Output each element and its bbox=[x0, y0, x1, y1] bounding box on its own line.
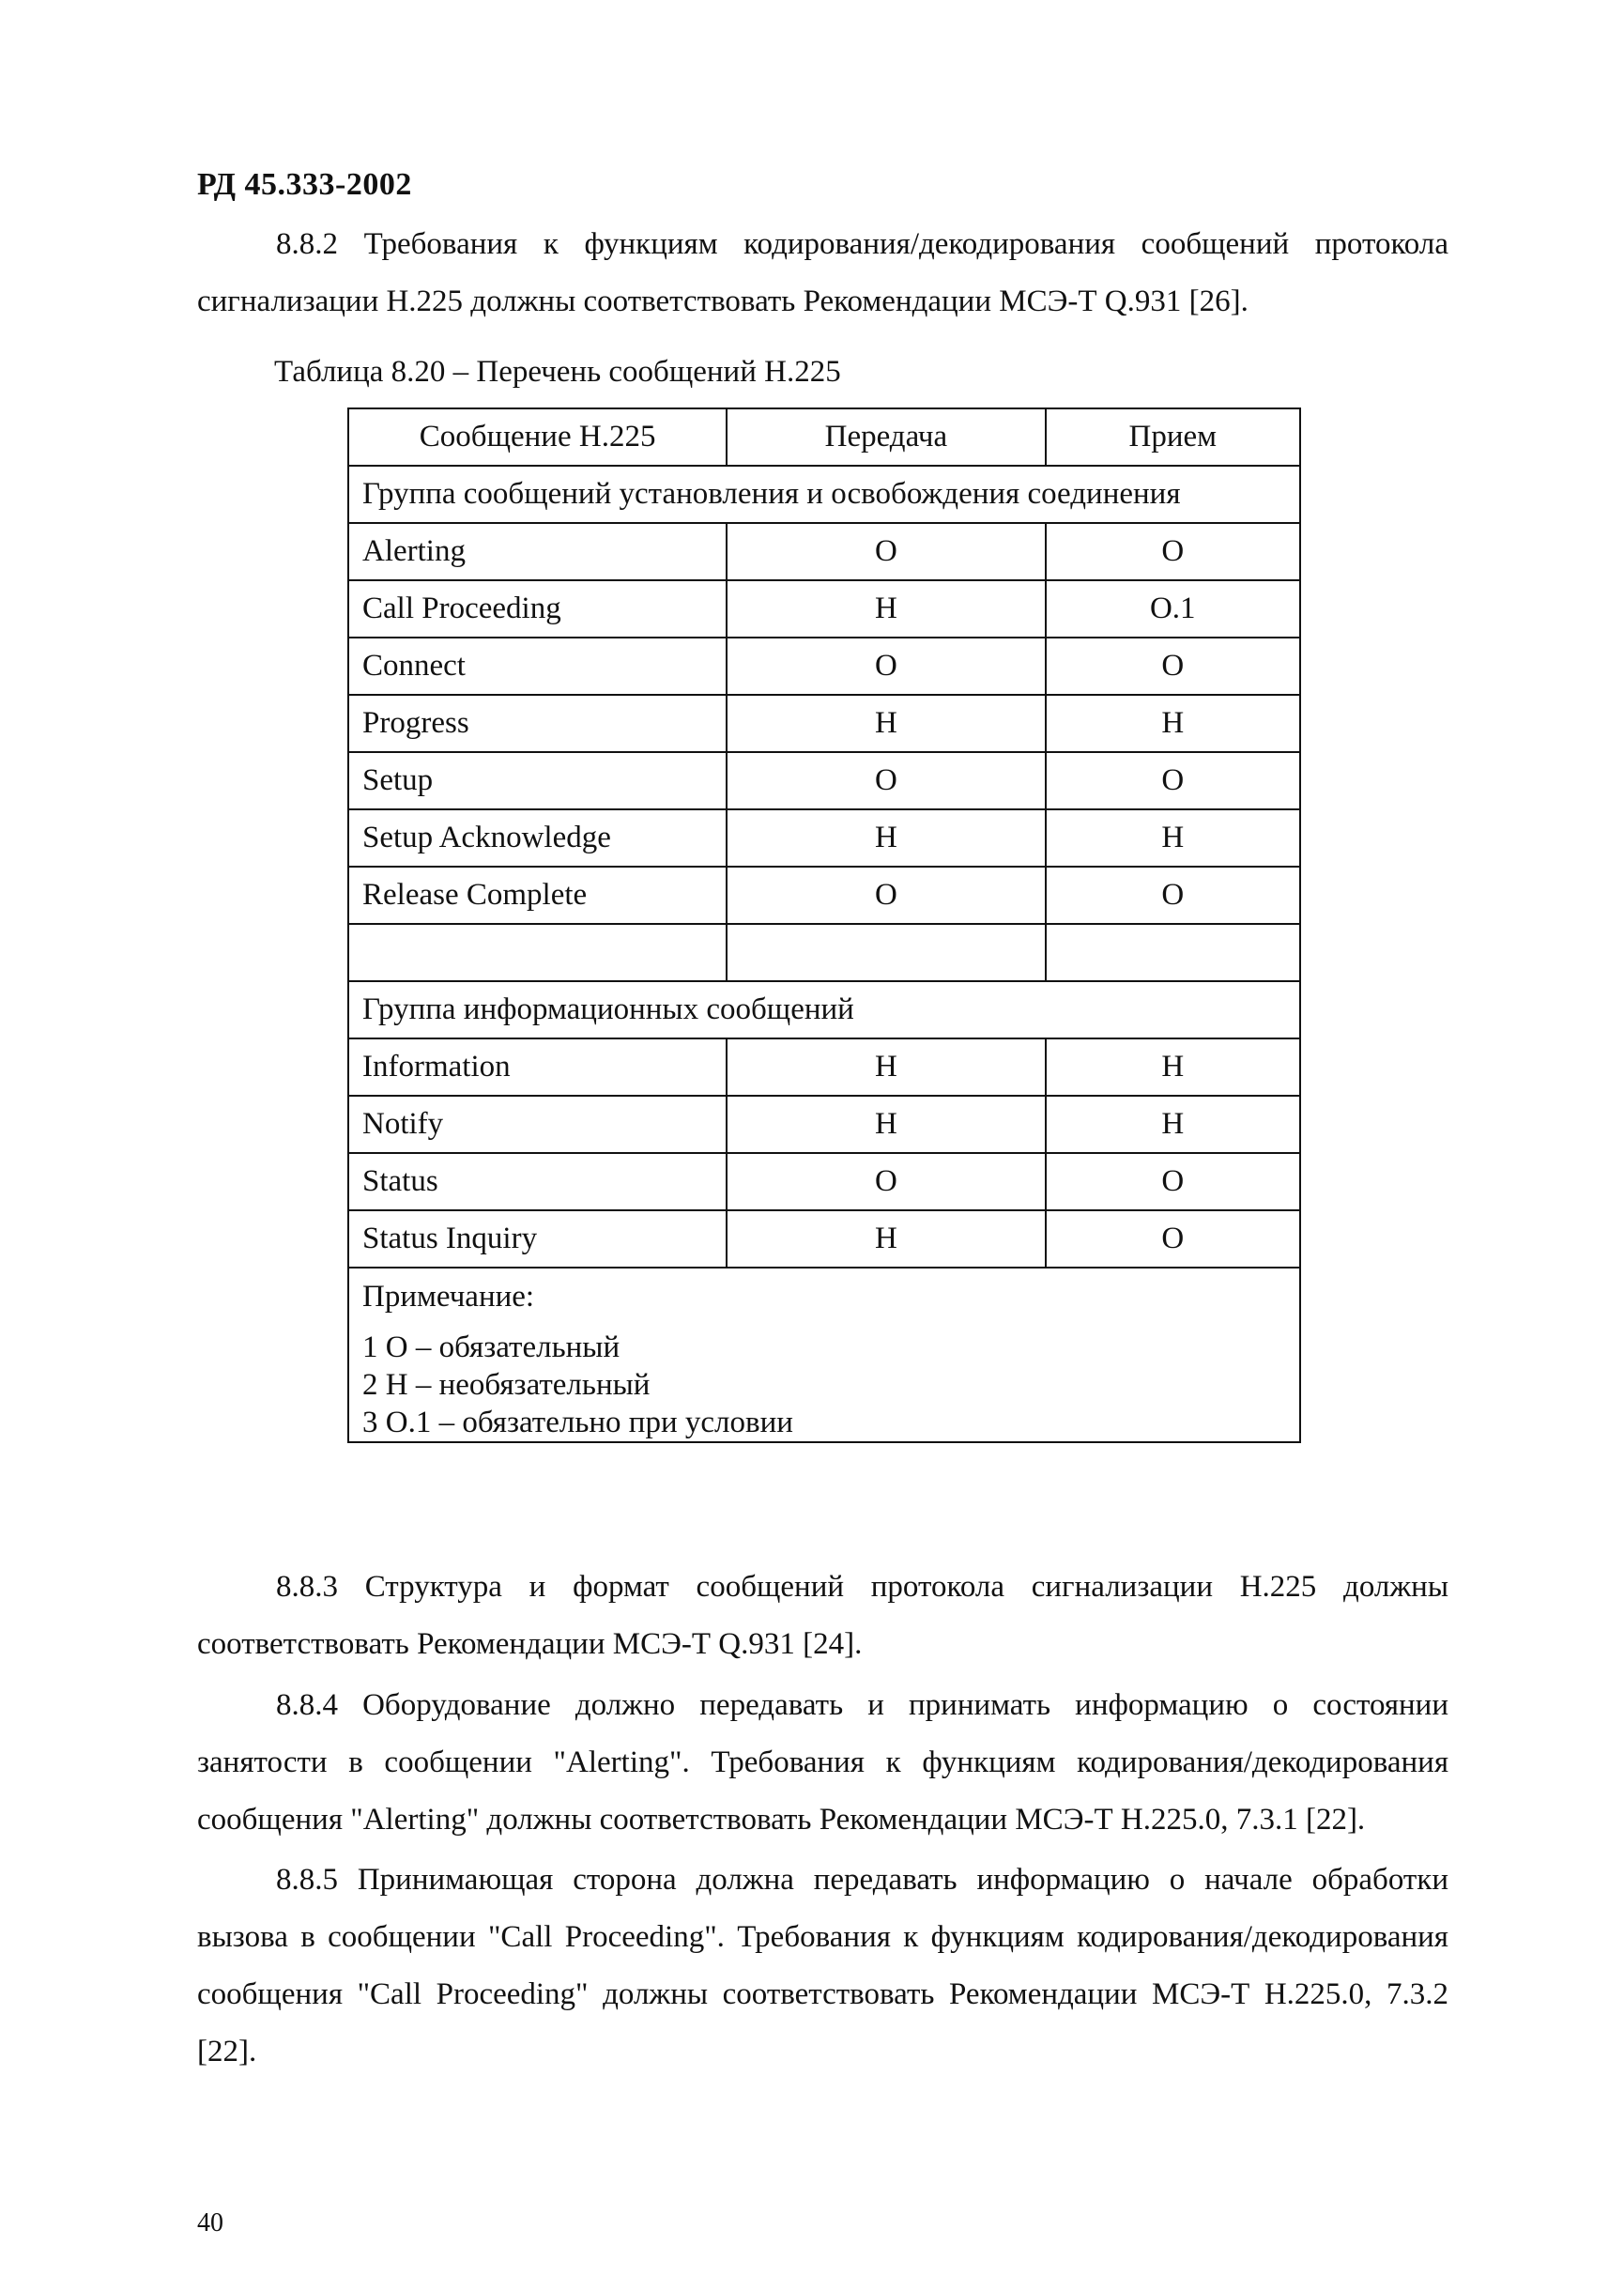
receive-value: О bbox=[1046, 1210, 1300, 1268]
paragraph-8-8-5: 8.8.5 Принимающая сторона должна передавать информацию о начале обработки вызова в сообщении "Call Proceeding". Требования к функциям кодирования/декодирования сообщения "Call Proceeding" должны соответствовать Рекомендации МСЭ-Т H.225.0, 7.3.2 [22]. bbox=[197, 1863, 1448, 2068]
header-message: Сообщение H.225 bbox=[348, 408, 727, 466]
note-title: Примечание: bbox=[362, 1280, 535, 1314]
transmit-value: Н bbox=[727, 1096, 1045, 1153]
empty-cell bbox=[348, 924, 727, 981]
note-row bbox=[348, 1268, 1300, 1442]
table-row bbox=[348, 752, 1300, 809]
message-name: Call Proceeding bbox=[348, 580, 727, 638]
empty-cell bbox=[1046, 924, 1300, 981]
note-line: 1 О – обязательный bbox=[362, 1330, 620, 1364]
transmit-value: Н bbox=[727, 580, 1045, 638]
transmit-value: О bbox=[727, 1153, 1045, 1210]
table-row bbox=[348, 1096, 1300, 1153]
receive-value: Н bbox=[1046, 695, 1300, 752]
h225-messages-table bbox=[347, 407, 1301, 1443]
table-row bbox=[348, 809, 1300, 867]
note-line: 2 Н – необязательный bbox=[362, 1368, 651, 1402]
table-row bbox=[348, 1210, 1300, 1268]
message-name: Alerting bbox=[348, 523, 727, 580]
message-name: Status Inquiry bbox=[348, 1210, 727, 1268]
message-name: Status bbox=[348, 1153, 727, 1210]
message-name: Release Complete bbox=[348, 867, 727, 924]
header-transmit: Передача bbox=[727, 408, 1045, 466]
receive-value: О bbox=[1046, 752, 1300, 809]
message-name: Information bbox=[348, 1038, 727, 1096]
transmit-value: Н bbox=[727, 695, 1045, 752]
transmit-value: Н bbox=[727, 1038, 1045, 1096]
table-row bbox=[348, 638, 1300, 695]
message-name: Connect bbox=[348, 638, 727, 695]
paragraph-8-8-4: 8.8.4 Оборудование должно передавать и принимать информацию о состоянии занятости в сообщении "Alerting". Требования к функциям кодирования/декодирования сообщения "Alerting" должны соответствовать Рекомендации МСЭ-Т H.225.0, 7.3.1 [22]. bbox=[197, 1688, 1448, 1837]
page-number: 40 bbox=[197, 2208, 223, 2237]
message-name: Progress bbox=[348, 695, 727, 752]
receive-value: Н bbox=[1046, 809, 1300, 867]
transmit-value: Н bbox=[727, 809, 1045, 867]
empty-row bbox=[348, 924, 1300, 981]
table-note bbox=[348, 1268, 1300, 1442]
table-row bbox=[348, 867, 1300, 924]
receive-value: О.1 bbox=[1046, 580, 1300, 638]
group-header-row bbox=[348, 466, 1300, 523]
empty-cell bbox=[727, 924, 1045, 981]
receive-value: О bbox=[1046, 867, 1300, 924]
header-receive: Прием bbox=[1046, 408, 1300, 466]
transmit-value: О bbox=[727, 523, 1045, 580]
group2-title: Группа информационных сообщений bbox=[348, 981, 1300, 1038]
table-caption: Таблица 8.20 – Перечень сообщений H.225 bbox=[274, 355, 841, 389]
paragraph-8-8-2: 8.8.2 Требования к функциям кодирования/декодирования сообщений протокола сигнализации H.225 должны соответствовать Рекомендации МСЭ-Т Q.931 [26]. bbox=[197, 227, 1448, 318]
message-name: Setup bbox=[348, 752, 727, 809]
receive-value: Н bbox=[1046, 1096, 1300, 1153]
table-row bbox=[348, 1153, 1300, 1210]
receive-value: О bbox=[1046, 638, 1300, 695]
table-row bbox=[348, 1038, 1300, 1096]
paragraph-8-8-3: 8.8.3 Структура и формат сообщений протокола сигнализации H.225 должны соответствовать Рекомендации МСЭ-Т Q.931 [24]. bbox=[197, 1570, 1448, 1661]
message-name: Notify bbox=[348, 1096, 727, 1153]
group1-title: Группа сообщений установления и освобождения соединения bbox=[348, 466, 1300, 523]
table-row bbox=[348, 580, 1300, 638]
note-line: 3 О.1 – обязательно при условии bbox=[362, 1406, 793, 1439]
table-row bbox=[348, 695, 1300, 752]
document-code-header: РД 45.333-2002 bbox=[197, 167, 412, 202]
transmit-value: О bbox=[727, 638, 1045, 695]
receive-value: Н bbox=[1046, 1038, 1300, 1096]
transmit-value: Н bbox=[727, 1210, 1045, 1268]
group-header-row bbox=[348, 981, 1300, 1038]
transmit-value: О bbox=[727, 867, 1045, 924]
receive-value: О bbox=[1046, 1153, 1300, 1210]
table-header-row bbox=[348, 408, 1300, 466]
message-name: Setup Acknowledge bbox=[348, 809, 727, 867]
transmit-value: О bbox=[727, 752, 1045, 809]
table-row bbox=[348, 523, 1300, 580]
receive-value: О bbox=[1046, 523, 1300, 580]
